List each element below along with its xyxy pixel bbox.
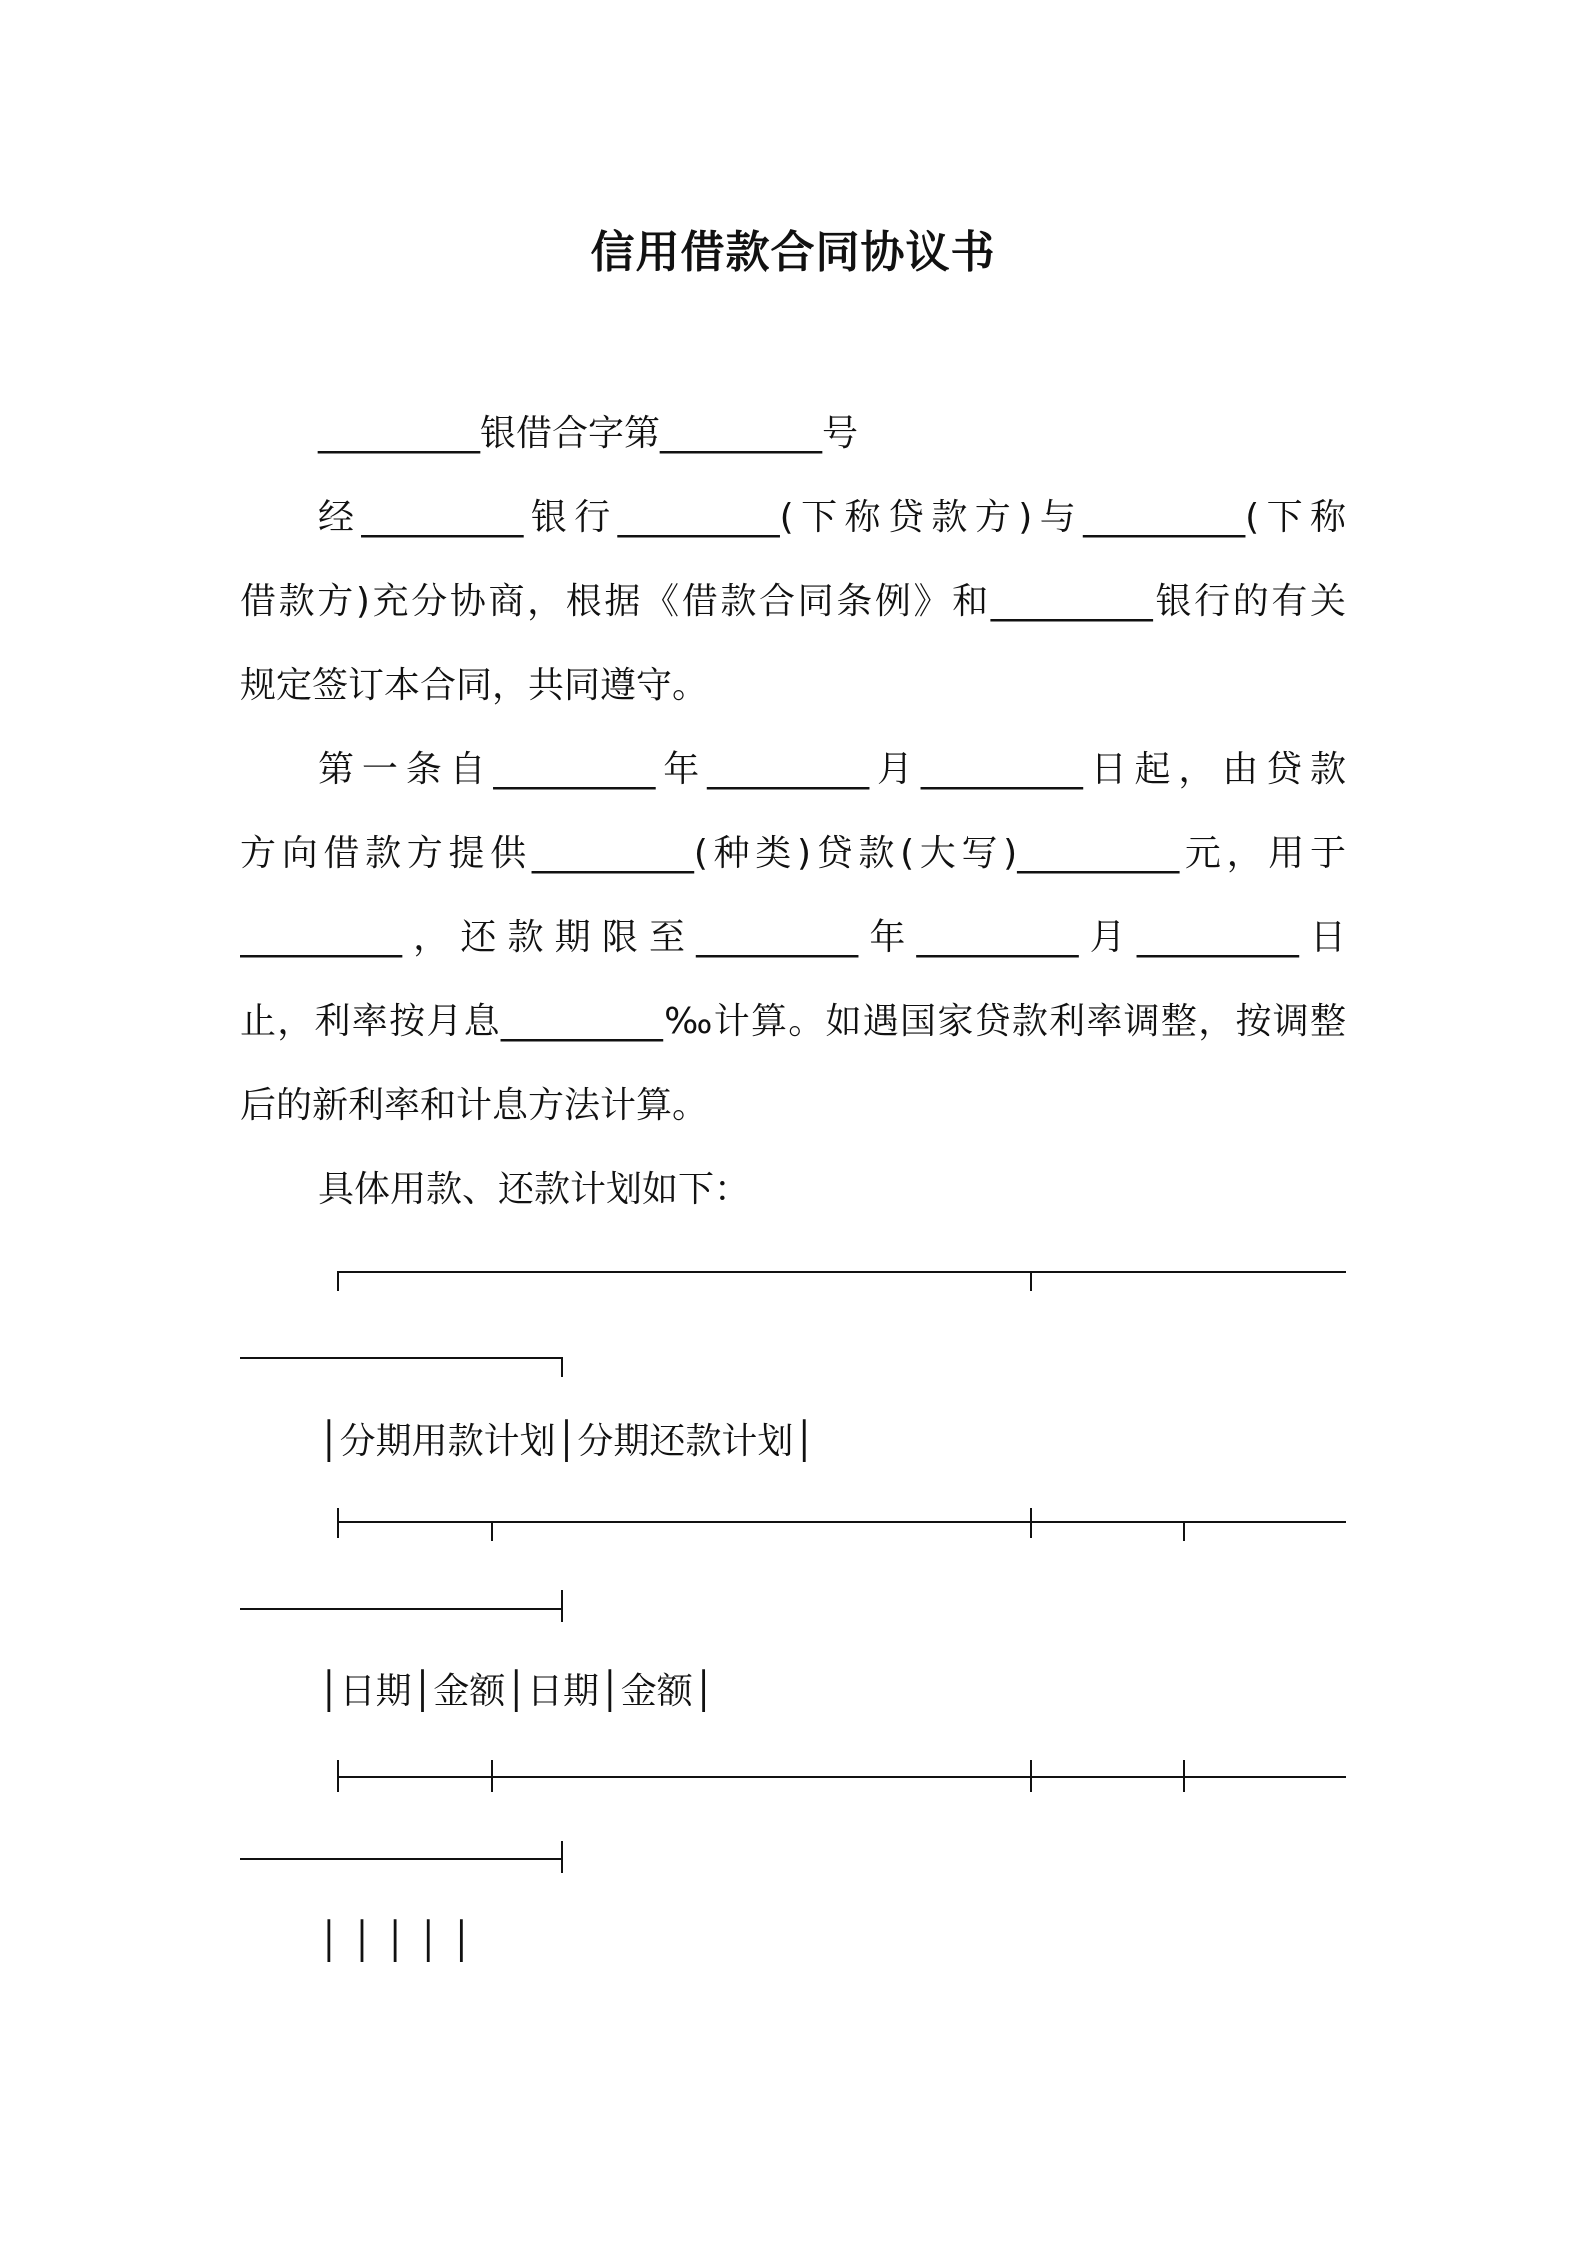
table-junction bbox=[1030, 1760, 1032, 1792]
document-title: 信用借款合同协议书 bbox=[590, 227, 996, 278]
paragraph-line: 经_________银行_________(下称贷款方)与_________(下称 bbox=[318, 497, 1346, 538]
table-row-border bbox=[338, 1521, 1346, 1523]
article-one-line: _________，还款期限至_________年_________月_________日 bbox=[240, 917, 1346, 958]
table-divider-tick bbox=[1030, 1271, 1032, 1291]
table-junction bbox=[1183, 1521, 1185, 1541]
table-junction bbox=[1183, 1760, 1185, 1792]
table-junction bbox=[491, 1760, 493, 1792]
table-top-border bbox=[338, 1271, 1346, 1273]
article-one-line: 止，利率按月息_________‰计算。如遇国家贷款利率调整，按调整 bbox=[240, 1001, 1346, 1042]
contract-number-line: _________银借合字第_________号 bbox=[318, 413, 859, 454]
paragraph-line: 规定签订本合同，共同遵守。 bbox=[240, 665, 709, 706]
table-junction bbox=[561, 1841, 563, 1873]
paragraph-line: 借款方)充分协商，根据《借款合同条例》和_________银行的有关 bbox=[240, 581, 1346, 622]
table-header-row: │分期用款计划│分期还款计划│ bbox=[318, 1421, 816, 1462]
table-junction bbox=[337, 1760, 339, 1792]
table-border-wrap bbox=[240, 1357, 562, 1359]
article-one-line: 第一条自_________年_________月_________日起，由贷款 bbox=[318, 749, 1346, 790]
table-subheader-row: │日期│金额│日期│金额│ bbox=[318, 1671, 715, 1712]
table-border-wrap bbox=[240, 1608, 562, 1610]
table-junction bbox=[1030, 1508, 1032, 1538]
table-empty-row: │ │ │ │ │ bbox=[318, 1921, 473, 1962]
table-corner bbox=[337, 1271, 339, 1291]
table-junction bbox=[337, 1508, 339, 1538]
table-corner bbox=[561, 1357, 563, 1377]
article-one-line: 方向借款方提供_________(种类)贷款(大写)_________元，用于 bbox=[240, 833, 1346, 874]
table-junction bbox=[491, 1521, 493, 1541]
table-junction bbox=[561, 1590, 563, 1622]
table-row-border bbox=[338, 1776, 1346, 1778]
plan-intro-line: 具体用款、还款计划如下： bbox=[318, 1169, 751, 1210]
article-one-line: 后的新利率和计息方法计算。 bbox=[240, 1085, 709, 1126]
table-border-wrap bbox=[240, 1858, 562, 1860]
